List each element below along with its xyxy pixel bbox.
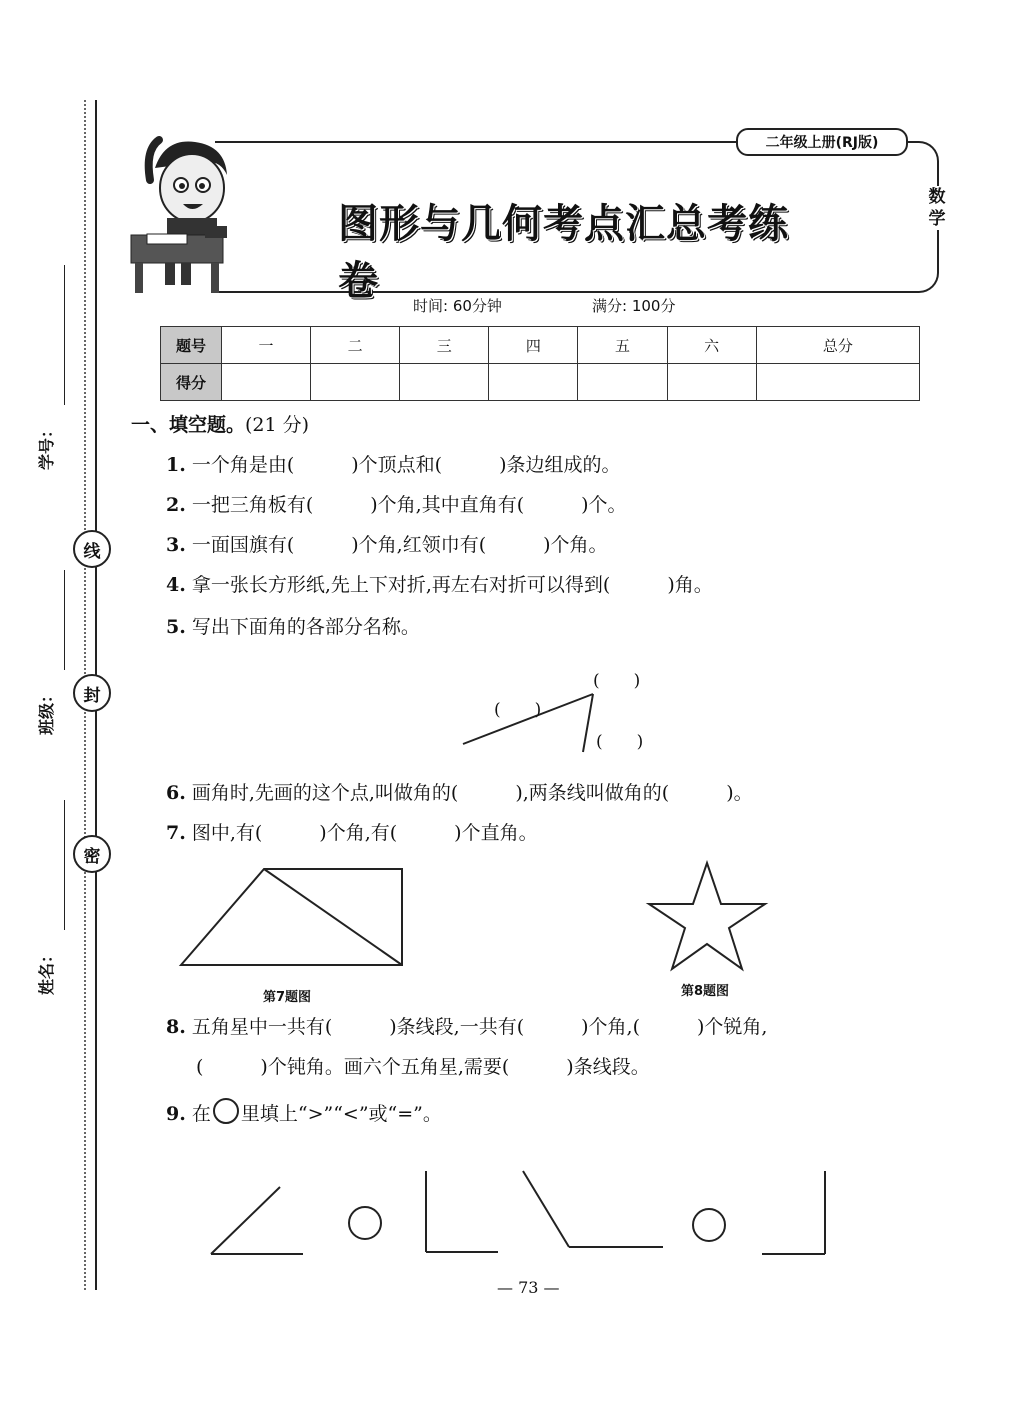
seal-mark-line: 线 [73, 530, 111, 568]
circle-icon [213, 1098, 239, 1124]
question-number: 1. [166, 454, 186, 476]
question-text: 图中,有( )个角,有( )个直角。 [191, 822, 538, 844]
question-number: 7. [166, 822, 186, 844]
question-9 [166, 1098, 442, 1126]
subject-label: 数学 [925, 186, 949, 230]
question-text: 写出下面角的各部分名称。 [191, 616, 420, 638]
section-points: (21 分) [245, 414, 310, 436]
question-text: 一面国旗有( )个角,红领巾有( )个角。 [191, 534, 608, 556]
question-number: 8. [166, 1016, 186, 1038]
name-label: 姓名： [37, 946, 56, 995]
question-text-after: 里填上“>”“<”或“=”。 [240, 1103, 442, 1125]
page-number: — 73 — [497, 1278, 560, 1297]
question-3 [166, 530, 608, 557]
seal-mark-secret: 密 [73, 835, 111, 873]
score-table-header-row [161, 327, 920, 364]
question-number: 6. [166, 782, 186, 804]
score-col-1: 一 [222, 327, 311, 364]
q8-caption: 第8题图 [681, 984, 730, 999]
score-cell[interactable] [311, 364, 400, 401]
question-4 [166, 570, 713, 597]
q5-blank-bottom[interactable]: ( ) [596, 732, 644, 752]
question-number: 3. [166, 534, 186, 556]
question-5 [166, 612, 420, 639]
student-id-field[interactable] [64, 265, 65, 405]
score-cell[interactable] [222, 364, 311, 401]
question-number: 4. [166, 574, 186, 596]
question-number: 9. [166, 1103, 186, 1125]
score-col-2: 二 [311, 327, 400, 364]
question-8 [166, 1012, 767, 1039]
q8-star-figure [645, 860, 770, 972]
question-text-before: 在 [191, 1103, 211, 1125]
score-col-5: 五 [578, 327, 667, 364]
score-cell[interactable] [578, 364, 667, 401]
q5-blank-top[interactable]: ( ) [593, 671, 641, 691]
full-score: 满分: 100分 [592, 297, 676, 315]
header-top-line [440, 141, 740, 143]
score-col-4: 四 [489, 327, 578, 364]
question-8-continued [196, 1052, 650, 1079]
question-7 [166, 818, 538, 845]
seal-mark-seal: 封 [73, 674, 111, 712]
question-text: 画角时,先画的这个点,叫做角的( ),两条线叫做角的( )。 [191, 782, 753, 804]
score-cell[interactable] [400, 364, 489, 401]
question-text: 拿一张长方形纸,先上下对折,再左右对折可以得到( )角。 [191, 574, 713, 596]
exam-time: 时间: 60分钟 [413, 297, 502, 315]
q9-figure [205, 1165, 835, 1260]
score-cell[interactable] [756, 364, 919, 401]
score-table [160, 326, 920, 401]
q7-figure [178, 866, 408, 968]
student-id-label: 学号： [37, 421, 56, 470]
page-title: 图形与几何考点汇总考练卷 [338, 201, 789, 304]
question-number: 5. [166, 616, 186, 638]
question-text: ( )个钝角。画六个五角星,需要( )条线段。 [196, 1056, 650, 1078]
q7-caption: 第7题图 [263, 990, 312, 1005]
q5-blank-left[interactable]: ( ) [494, 700, 542, 720]
score-col-total: 总分 [756, 327, 919, 364]
question-number: 2. [166, 494, 186, 516]
grade-badge: 二年级上册(RJ版) [736, 128, 908, 156]
question-1 [166, 450, 621, 477]
score-col-6: 六 [667, 327, 756, 364]
score-table-score-row [161, 364, 920, 401]
score-table-row1-label: 题号 [161, 327, 222, 364]
name-field[interactable] [64, 800, 65, 930]
question-text: 五角星中一共有( )条线段,一共有( )个角,( )个锐角, [191, 1016, 768, 1038]
score-col-3: 三 [400, 327, 489, 364]
question-6 [166, 778, 753, 805]
class-label: 班级： [37, 686, 56, 735]
score-cell[interactable] [489, 364, 578, 401]
student-illustration [125, 130, 240, 300]
section-heading [131, 410, 309, 437]
class-field[interactable] [64, 570, 65, 670]
section-title: 一、填空题。 [131, 414, 246, 436]
question-2 [166, 490, 627, 517]
question-text: 一把三角板有( )个角,其中直角有( )个。 [191, 494, 627, 516]
score-table-row2-label: 得分 [161, 364, 222, 401]
question-text: 一个角是由( )个顶点和( )条边组成的。 [191, 454, 621, 476]
score-cell[interactable] [667, 364, 756, 401]
